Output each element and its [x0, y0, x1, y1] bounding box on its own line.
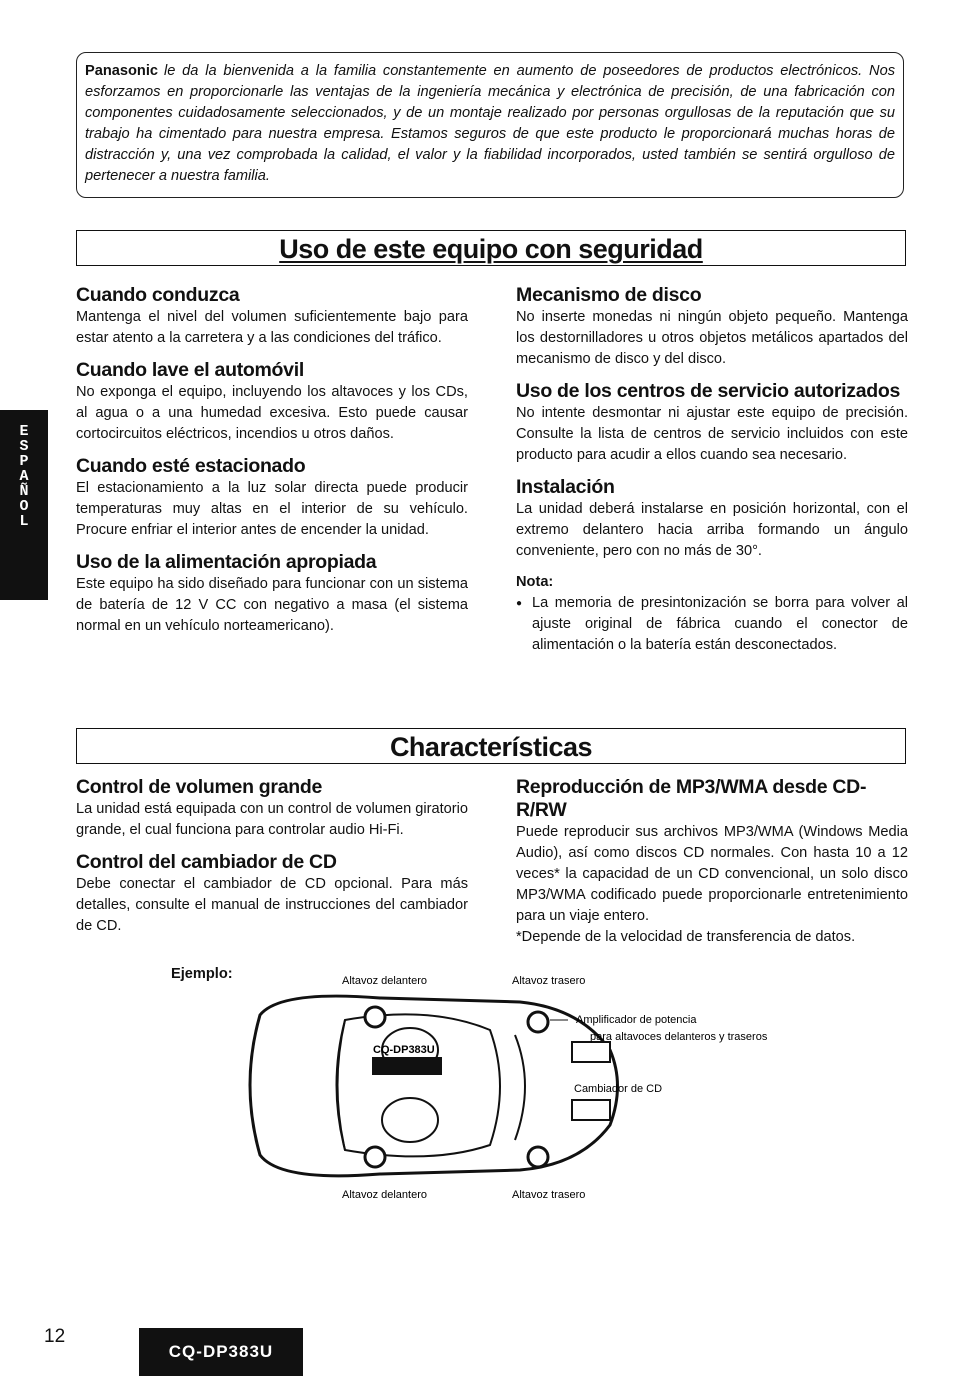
section-body: No intente desmontar ni ajustar este equipo de precisión. Consulte la lista de centros de servicio incluidos con este producto para acudir a ellos cuando sea necesario. — [516, 405, 908, 463]
section-body: Mantenga el nivel del volumen suficientemente bajo para estar atento a la carretera y a las condiciones del tráfico. — [76, 309, 468, 346]
section-body: Debe conectar el cambiador de CD opcional. Para más detalles, consulte el manual de instrucciones del cambiador de CD. — [76, 876, 468, 934]
section-heading: Cuando esté estacionado — [76, 455, 306, 477]
label-altavoz-trasero-top: Altavoz trasero — [512, 975, 586, 987]
changer-box — [572, 1100, 610, 1120]
section-mecanismo — [516, 284, 908, 370]
side-tab-letter: O — [19, 498, 29, 515]
seat-passenger — [382, 1098, 438, 1142]
brand-name: Panasonic — [85, 63, 158, 79]
side-tab-letter: P — [19, 453, 29, 470]
section-body: La unidad está equipada con un control de volumen giratorio grande, el cual funciona para controlar audio Hi-Fi. — [76, 801, 468, 838]
section-heading: Reproducción de MP3/WMA desde CD-R/RW — [516, 776, 867, 821]
side-tab-letter: S — [19, 438, 29, 455]
speaker-front-bottom — [365, 1147, 385, 1167]
intro-box — [76, 52, 904, 198]
speaker-rear-top — [528, 1012, 548, 1032]
head-unit-display — [372, 1057, 442, 1075]
page-number: 12 — [44, 1326, 66, 1347]
section-body: El estacionamiento a la luz solar directa puede producir temperaturas muy altas en el interior de su vehículo. Procure enfriar el interior antes de encender la unidad. — [76, 480, 468, 538]
speaker-front-top — [365, 1007, 385, 1027]
safety-banner — [76, 230, 906, 266]
label-altavoz-delantero-bottom: Altavoz delantero — [342, 1189, 427, 1201]
section-body: Puede reproducir sus archivos MP3/WMA (Windows Media Audio), así como discos CD normales. Con hasta 10 a 12 veces* la capacidad de un CD convencional, un solo disco MP3/WMA codificado puede proporcionarle entretenimiento para un viaje entero. — [516, 824, 908, 924]
car-rear-window — [515, 1035, 525, 1140]
section-instalacion — [516, 476, 908, 562]
section-heading: Cuando conduzca — [76, 284, 240, 306]
car-cabin — [338, 1014, 501, 1156]
section-volumen — [76, 776, 468, 841]
section-cuando-conduzca — [76, 284, 468, 349]
side-tab-letter: L — [19, 513, 29, 530]
section-body: No exponga el equipo, incluyendo los altavoces y los CDs, al agua o a una humedad excesiva. Esto puede causar cortocircuitos eléctricos, incendios u otros daños. — [76, 384, 468, 442]
section-alimentacion — [76, 551, 468, 637]
features-title: Characterísticas — [389, 732, 593, 762]
car-diagram — [160, 960, 800, 1210]
section-heading: Control de volumen grande — [76, 776, 323, 798]
section-mp3 — [516, 776, 908, 948]
section-cambiador — [76, 851, 468, 937]
section-body: La unidad deberá instalarse en posición horizontal, con el extremo delantero hacia arriba formando un ángulo conveniente, pero con no más de 30°. — [516, 501, 908, 559]
safety-title: Uso de este equipo con seguridad — [279, 234, 703, 264]
nota-text: ● La memoria de presintonización se borra para volver al ajuste original de fábrica cuando el conector de alimentación o la batería están desconectados. — [516, 593, 908, 656]
section-heading: Uso de los centros de servicio autorizados — [516, 380, 901, 402]
label-cambiador: Cambiador de CD — [574, 1083, 663, 1095]
section-body: Este equipo ha sido diseñado para funcionar con un sistema de batería de 12 V CC con negativo a masa (el sistema normal en un vehículo norteamericano). — [76, 576, 468, 634]
speaker-rear-bottom — [528, 1147, 548, 1167]
label-amplificador-2: para altavoces delanteros y traseros — [590, 1031, 768, 1043]
car-body-outline — [250, 996, 618, 1176]
model-box: CQ-DP383U — [139, 1328, 303, 1376]
safety-left-column — [76, 284, 468, 647]
section-heading: Control del cambiador de CD — [76, 851, 337, 873]
nota-label: Nota: — [516, 574, 554, 590]
intro-text: le da la bienvenida a la familia constantemente en aumento de poseedores de productos electrónicos. Nos esforzamos en proporcionarle las ventajas de la ingeniería mecánica y electrónica de precisión, de una fabricación con componentes cuidadosamente seleccionados, y de un montaje realizado por personas orgullosas de la reputación que su trabajo ha cimentado para nuestra empresa. Estamos seguros de que este producto le proporcionará muchas horas de distracción y, una vez comprobada la calidad, el valor y la fiabilidad incorporados, usted también se sentirá orgulloso de pertenecer a nuestra familia. — [85, 63, 895, 184]
label-altavoz-trasero-bottom: Altavoz trasero — [512, 1189, 586, 1201]
side-tab-letter: Ñ — [19, 483, 29, 500]
section-footnote: *Depende de la velocidad de transferencia de datos. — [516, 929, 856, 945]
features-left-column — [76, 776, 468, 947]
label-amplificador: Amplificador de potencia — [576, 1014, 697, 1026]
section-cuando-lave — [76, 359, 468, 445]
side-tab-letter: E — [19, 423, 29, 440]
section-cuando-estacionado — [76, 455, 468, 541]
label-altavoz-delantero-top: Altavoz delantero — [342, 975, 427, 987]
section-servicio — [516, 380, 908, 466]
side-tab-letter: A — [19, 468, 29, 485]
language-side-tab — [0, 410, 48, 600]
features-banner — [76, 728, 906, 764]
section-heading: Uso de la alimentación apropiada — [76, 551, 377, 573]
safety-right-column — [516, 284, 908, 656]
amplifier-box — [572, 1042, 610, 1062]
section-body: No inserte monedas ni ningún objeto pequeño. Mantenga los destornilladores u otros objetos metálicos apartados del mecanismo de disco y del disco. — [516, 309, 908, 367]
section-heading: Instalación — [516, 476, 615, 498]
section-heading: Mecanismo de disco — [516, 284, 702, 306]
ejemplo-label: Ejemplo: — [171, 966, 233, 982]
features-right-column — [516, 776, 908, 958]
section-heading: Cuando lave el automóvil — [76, 359, 304, 381]
label-unit: CQ-DP383U — [373, 1044, 435, 1056]
